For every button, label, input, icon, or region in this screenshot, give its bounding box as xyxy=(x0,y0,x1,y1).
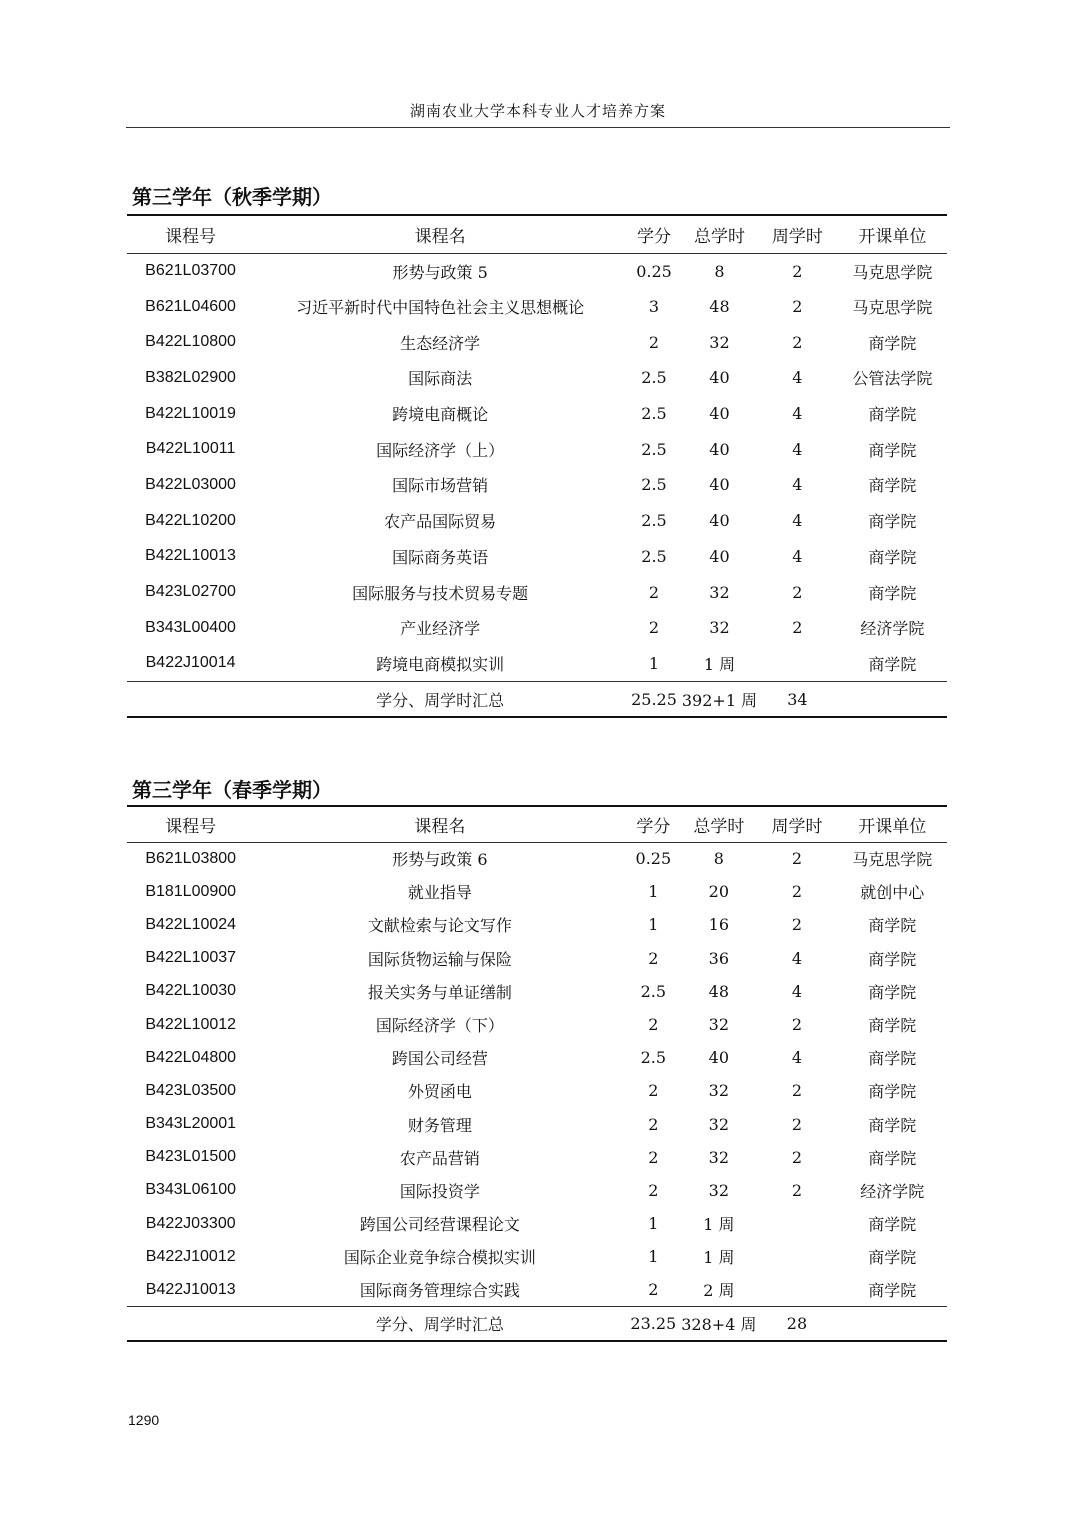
department: 商学院 xyxy=(868,1248,917,1268)
department: 商学院 xyxy=(868,1281,917,1301)
total-hours: 40 xyxy=(708,1048,730,1068)
course-code: B423L02700 xyxy=(145,583,236,601)
credits: 2 xyxy=(648,1180,659,1200)
credits: 2.5 xyxy=(641,511,667,531)
weekly-hours: 2 xyxy=(791,1015,803,1035)
course-code: B181L00900 xyxy=(145,882,237,900)
weekly-hours: 2 xyxy=(791,1180,803,1200)
weekly-hours: 4 xyxy=(792,404,803,424)
weekly-hours: 2 xyxy=(792,618,803,638)
course-code: B423L01500 xyxy=(145,1148,237,1166)
weekly-hours: 4 xyxy=(792,439,803,459)
credits: 2 xyxy=(648,332,660,352)
course-name: 跨境电商模拟实训 xyxy=(376,654,505,674)
col-header-weekly-hours: 周学时 xyxy=(757,215,838,253)
credits: 3 xyxy=(648,297,660,317)
total-hours: 1 周 xyxy=(703,1248,735,1268)
course-name: 农产品营销 xyxy=(399,1148,480,1168)
total-hours: 40 xyxy=(709,439,730,459)
col-header-total-hours: 总学时 xyxy=(682,215,757,253)
total-hours: 40 xyxy=(709,511,730,531)
col-header-credits: 学分 xyxy=(626,215,682,253)
table-row xyxy=(127,324,947,360)
table-row xyxy=(127,908,947,941)
credits: 1 xyxy=(648,915,659,935)
course-code: B422L10200 xyxy=(145,511,236,529)
course-code: B382L02900 xyxy=(145,368,236,386)
course-code: B343L20001 xyxy=(145,1115,237,1133)
course-name: 国际经济学（下） xyxy=(375,1016,504,1036)
credits: 0.25 xyxy=(635,849,672,869)
department: 商学院 xyxy=(868,512,917,532)
department: 公管法学院 xyxy=(852,369,933,389)
department: 商学院 xyxy=(868,547,917,567)
course-name: 跨国公司经营 xyxy=(391,1049,488,1069)
department: 商学院 xyxy=(868,405,917,425)
department: 马克思学院 xyxy=(852,850,933,870)
total-hours: 40 xyxy=(709,368,730,388)
course-name: 跨国公司经营课程论文 xyxy=(359,1215,520,1235)
department: 商学院 xyxy=(868,982,917,1002)
course-name: 国际投资学 xyxy=(399,1181,480,1201)
credits: 2 xyxy=(648,1114,659,1134)
department: 经济学院 xyxy=(860,1181,925,1201)
total-hours: 40 xyxy=(709,546,730,566)
table-row xyxy=(127,396,947,432)
table-row xyxy=(127,1174,947,1207)
course-code: B343L00400 xyxy=(145,618,236,636)
total-hours: 2 周 xyxy=(703,1281,735,1301)
total-hours: 32 xyxy=(708,1114,730,1134)
credits: 2.5 xyxy=(641,368,667,388)
course-name: 生态经济学 xyxy=(400,333,481,353)
course-name: 习近平新时代中国特色社会主义思想概论 xyxy=(296,298,585,318)
total-hours: 32 xyxy=(708,1147,730,1167)
department: 商学院 xyxy=(868,440,917,460)
table-row xyxy=(127,1041,947,1074)
course-name: 形势与政策 5 xyxy=(392,262,488,282)
weekly-hours: 2 xyxy=(791,1147,803,1167)
col-header-code: 课程号 xyxy=(127,806,254,842)
total-hours: 32 xyxy=(708,1081,730,1101)
weekly-hours xyxy=(757,646,838,682)
table-row xyxy=(127,1240,947,1273)
table-row xyxy=(127,467,947,503)
weekly-hours xyxy=(756,1240,837,1273)
credits: 2 xyxy=(648,582,660,602)
credits: 2.5 xyxy=(640,1048,667,1068)
weekly-hours: 4 xyxy=(791,1048,803,1068)
table-row xyxy=(127,1207,947,1240)
credits: 2.5 xyxy=(640,981,667,1001)
course-name: 就业指导 xyxy=(407,883,472,903)
credits: 2.5 xyxy=(641,439,667,459)
weekly-hours: 4 xyxy=(792,511,803,531)
col-header-code: 课程号 xyxy=(127,215,254,253)
department: 经济学院 xyxy=(860,619,925,639)
credits: 2.5 xyxy=(641,546,667,566)
spring-section-title: 第三学年（春季学期） xyxy=(132,778,332,802)
weekly-hours: 2 xyxy=(791,849,803,869)
table-row xyxy=(127,646,947,682)
course-name: 国际企业竞争综合模拟实训 xyxy=(343,1248,536,1268)
credits: 2.5 xyxy=(641,475,667,495)
running-header: 湖南农业大学本科专业人才培养方案 xyxy=(126,100,950,128)
course-code: B422J10013 xyxy=(145,1280,236,1298)
table-row xyxy=(127,503,947,539)
total-hours: 40 xyxy=(709,475,730,495)
department: 商学院 xyxy=(868,583,917,603)
spring-course-table xyxy=(127,805,947,1342)
course-code: B422L10012 xyxy=(145,1015,237,1033)
course-name: 外贸函电 xyxy=(407,1082,472,1102)
total-hours: 16 xyxy=(708,915,730,935)
course-code: B422L03000 xyxy=(145,475,236,493)
total-hours: 32 xyxy=(708,1180,730,1200)
table-row xyxy=(127,1108,947,1141)
weekly-hours: 4 xyxy=(791,948,803,968)
col-header-name: 课程名 xyxy=(254,215,626,253)
department: 商学院 xyxy=(868,1215,917,1235)
table-row xyxy=(127,1008,947,1041)
credits: 2 xyxy=(648,1081,659,1101)
summary-credits: 25.25 xyxy=(626,681,682,717)
course-name: 文献检索与论文写作 xyxy=(367,916,512,936)
table-row xyxy=(127,431,947,467)
course-code: B621L03700 xyxy=(145,262,236,280)
department: 商学院 xyxy=(868,476,917,496)
course-name: 形势与政策 6 xyxy=(392,850,488,870)
course-name: 国际货物运输与保险 xyxy=(367,949,512,969)
department: 就创中心 xyxy=(860,883,925,903)
summary-label: 学分、周学时汇总 xyxy=(254,681,626,717)
table-row xyxy=(127,975,947,1008)
course-name: 产业经济学 xyxy=(400,619,481,639)
course-name: 国际服务与技术贸易专题 xyxy=(352,583,529,603)
table-row xyxy=(127,360,947,396)
total-hours: 40 xyxy=(709,404,730,424)
total-hours: 48 xyxy=(708,981,730,1001)
weekly-hours: 4 xyxy=(792,546,803,566)
department: 商学院 xyxy=(868,916,917,936)
col-header-weekly-hours: 周学时 xyxy=(756,806,837,842)
course-code: B422L10037 xyxy=(145,949,237,967)
summary-blank xyxy=(127,1307,254,1341)
summary-blank xyxy=(127,681,254,717)
col-header-department: 开课单位 xyxy=(838,215,947,253)
course-code: B343L06100 xyxy=(145,1181,237,1199)
course-name: 国际商务管理综合实践 xyxy=(359,1281,520,1301)
weekly-hours: 4 xyxy=(792,368,803,388)
weekly-hours: 2 xyxy=(792,332,803,352)
course-code: B621L04600 xyxy=(145,297,236,315)
credits: 1 xyxy=(648,1247,659,1267)
total-hours: 32 xyxy=(709,582,730,602)
course-code: B422L04800 xyxy=(145,1048,237,1066)
table-row xyxy=(127,1074,947,1107)
table-row xyxy=(127,574,947,610)
table-row xyxy=(127,875,947,908)
total-hours: 36 xyxy=(708,948,730,968)
total-hours: 32 xyxy=(708,1015,730,1035)
autumn-course-table xyxy=(127,214,947,718)
total-hours: 1 周 xyxy=(703,1215,735,1235)
weekly-hours: 4 xyxy=(792,475,803,495)
credits: 2 xyxy=(648,1015,659,1035)
col-header-credits: 学分 xyxy=(625,806,681,842)
department: 马克思学院 xyxy=(852,298,933,318)
course-name: 报关实务与单证缮制 xyxy=(367,982,512,1002)
weekly-hours: 2 xyxy=(792,297,803,317)
summary-weekly-hours: 34 xyxy=(757,681,838,717)
course-name: 国际商法 xyxy=(408,369,473,389)
credits: 2 xyxy=(648,618,660,638)
course-name: 国际市场营销 xyxy=(392,476,489,496)
summary-blank xyxy=(837,1307,947,1341)
course-code: B422L10011 xyxy=(145,440,236,458)
course-code: B422L10030 xyxy=(145,982,237,1000)
credits: 2.5 xyxy=(641,404,667,424)
weekly-hours xyxy=(756,1273,837,1306)
table-row xyxy=(127,942,947,975)
autumn-section-title: 第三学年（秋季学期） xyxy=(132,185,332,209)
credits: 1 xyxy=(648,1214,659,1234)
course-name: 国际经济学（上） xyxy=(376,440,505,460)
weekly-hours xyxy=(756,1207,837,1240)
total-hours: 48 xyxy=(709,297,730,317)
total-hours: 32 xyxy=(709,332,730,352)
summary-row xyxy=(127,681,947,717)
summary-label: 学分、周学时汇总 xyxy=(254,1307,625,1341)
table-row xyxy=(127,610,947,646)
course-code: B621L03800 xyxy=(145,849,237,867)
course-code: B422J03300 xyxy=(145,1214,236,1232)
course-code: B422J10012 xyxy=(145,1247,236,1265)
summary-weekly-hours: 28 xyxy=(756,1307,837,1341)
weekly-hours: 2 xyxy=(791,882,803,902)
summary-blank xyxy=(838,681,947,717)
course-code: B423L03500 xyxy=(145,1081,237,1099)
table-row xyxy=(127,842,947,875)
department: 商学院 xyxy=(868,1049,917,1069)
weekly-hours: 2 xyxy=(792,261,803,281)
table-row xyxy=(127,289,947,325)
course-code: B422L10019 xyxy=(145,404,236,422)
weekly-hours: 2 xyxy=(791,1114,803,1134)
page-number: 1290 xyxy=(128,1412,160,1428)
course-name: 农产品国际贸易 xyxy=(384,512,497,532)
course-name: 跨境电商概论 xyxy=(392,405,489,425)
summary-credits: 23.25 xyxy=(625,1307,681,1341)
course-code: B422L10013 xyxy=(145,547,236,565)
total-hours: 32 xyxy=(709,618,730,638)
weekly-hours: 4 xyxy=(791,981,803,1001)
col-header-department: 开课单位 xyxy=(837,806,947,842)
credits: 2 xyxy=(648,1280,659,1300)
table-row xyxy=(127,1141,947,1174)
course-code: B422J10014 xyxy=(145,654,236,672)
summary-row xyxy=(127,1307,947,1341)
department: 商学院 xyxy=(868,1115,917,1135)
department: 商学院 xyxy=(868,1148,917,1168)
credits: 2 xyxy=(648,948,659,968)
table-row xyxy=(127,539,947,575)
credits: 2 xyxy=(648,1147,659,1167)
credits: 1 xyxy=(648,882,659,902)
summary-total-hours: 392+1 周 xyxy=(682,681,757,717)
department: 商学院 xyxy=(868,1016,917,1036)
course-code: B422L10024 xyxy=(145,915,237,933)
weekly-hours: 2 xyxy=(792,582,803,602)
department: 商学院 xyxy=(868,1082,917,1102)
total-hours: 8 xyxy=(713,849,724,869)
department: 商学院 xyxy=(868,333,917,353)
department: 商学院 xyxy=(868,949,917,969)
total-hours: 1 周 xyxy=(703,654,736,674)
course-code: B422L10800 xyxy=(145,333,236,351)
summary-total-hours: 328+4 周 xyxy=(681,1307,756,1341)
table-row xyxy=(127,1273,947,1306)
credits: 1 xyxy=(648,653,660,673)
department: 马克思学院 xyxy=(852,262,933,282)
weekly-hours: 2 xyxy=(791,915,803,935)
credits: 0.25 xyxy=(636,261,672,281)
total-hours: 8 xyxy=(714,261,725,281)
weekly-hours: 2 xyxy=(791,1081,803,1101)
department: 商学院 xyxy=(868,654,917,674)
course-name: 国际商务英语 xyxy=(392,547,489,567)
col-header-total-hours: 总学时 xyxy=(681,806,756,842)
course-name: 财务管理 xyxy=(407,1115,472,1135)
total-hours: 20 xyxy=(708,882,730,902)
table-row xyxy=(127,253,947,289)
col-header-name: 课程名 xyxy=(254,806,625,842)
